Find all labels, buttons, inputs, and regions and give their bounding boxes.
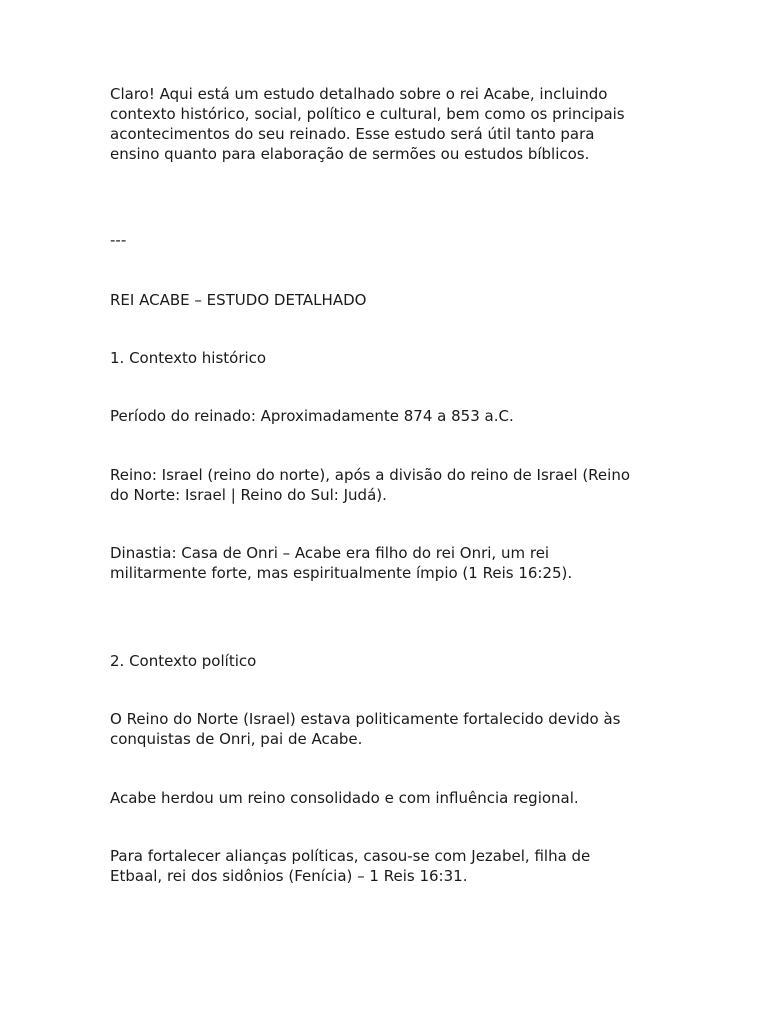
alliances-paragraph: Para fortalecer alianças políticas, casou-se com Jezabel, filha de Etbaal, rei dos sidônios (Fenícia) – 1 Reis 16:31. [110, 847, 591, 885]
reign-period-paragraph: Período do reinado: Aproximadamente 874 a 853 a.C. [110, 407, 514, 425]
northern-kingdom-paragraph: O Reino do Norte (Israel) estava politicamente fortalecido devido às conquistas de Onri, pai de Acabe. [110, 710, 621, 748]
inherited-kingdom-paragraph: Acabe herdou um reino consolidado e com influência regional. [110, 789, 579, 807]
section-separator: --- [110, 231, 127, 249]
kingdom-paragraph: Reino: Israel (reino do norte), após a divisão do reino de Israel (Reino do Norte: Israel | Reino do Sul: Judá). [110, 466, 630, 504]
intro-paragraph: Claro! Aqui está um estudo detalhado sobre o rei Acabe, incluindo contexto histórico, social, político e cultural, bem como os principais acontecimentos do seu reinado. Esse estudo será útil tanto para ensino quanto para elaboração de sermões ou estudos bíblicos. [110, 85, 625, 163]
section-heading-political-context: 2. Contexto político [110, 652, 257, 670]
section-heading-historical-context: 1. Contexto histórico [110, 349, 267, 367]
document-title: REI ACABE – ESTUDO DETALHADO [110, 291, 367, 309]
dynasty-paragraph: Dinastia: Casa de Onri – Acabe era filho do rei Onri, um rei militarmente forte, mas espiritualmente ímpio (1 Reis 16:25). [110, 544, 573, 582]
